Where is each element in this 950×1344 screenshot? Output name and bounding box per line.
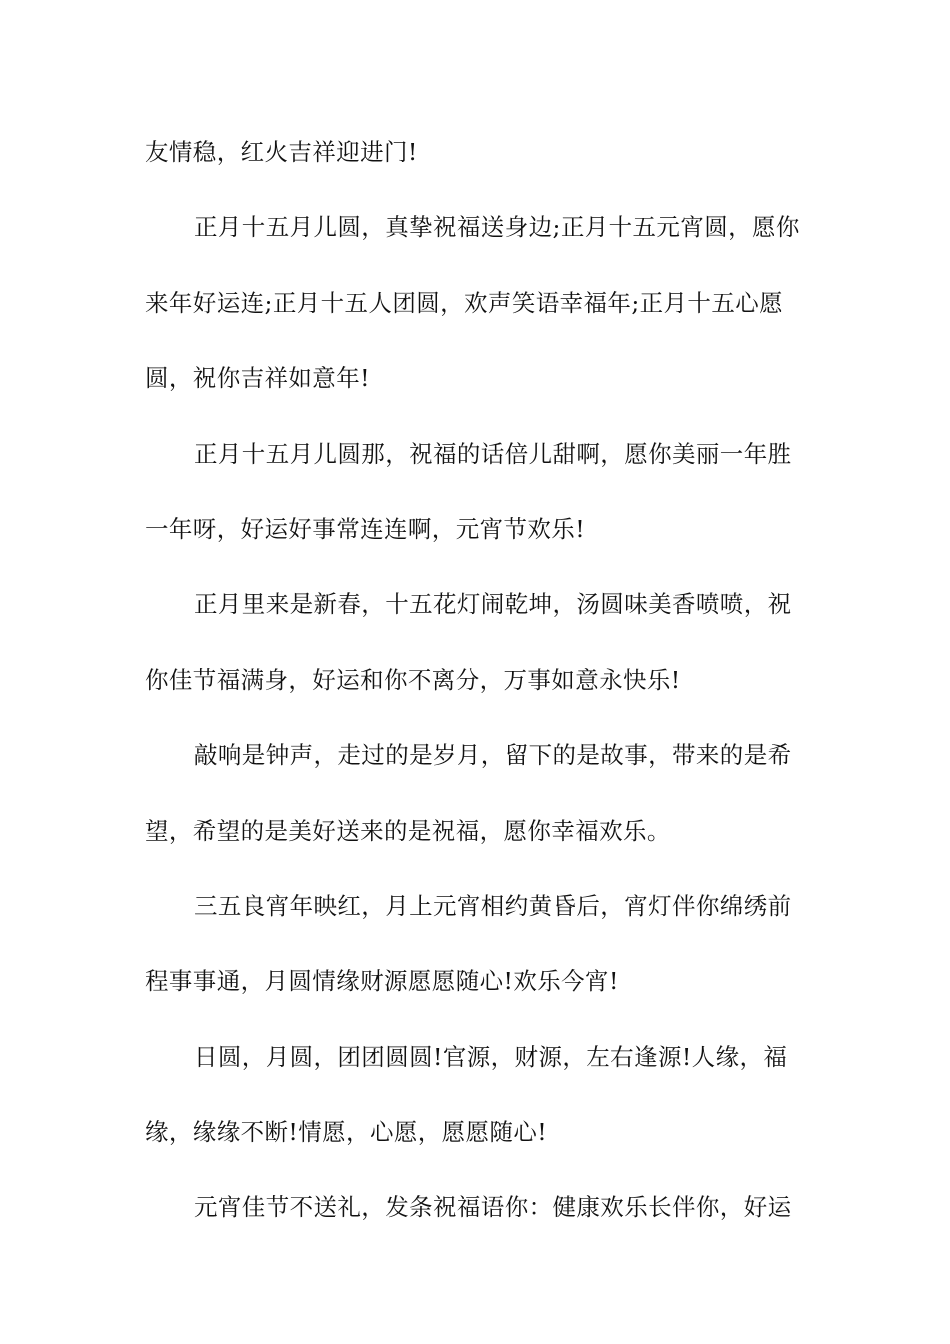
paragraph-start-line: 正月十五月儿圆那，祝福的话倍儿甜啊，愿你美丽一年胜 xyxy=(194,439,792,468)
paragraph-start-line: 元宵佳节不送礼，发条祝福语你：健康欢乐长伴你，好运 xyxy=(194,1193,792,1222)
paragraph-start-line: 正月十五月儿圆，真挚祝福送身边;正月十五元宵圆，愿你 xyxy=(194,213,800,242)
document-body xyxy=(145,124,813,1255)
text-line: 你佳节福满身，好运和你不离分，万事如意永快乐! xyxy=(145,665,681,694)
text-line: 圆，祝你吉祥如意年! xyxy=(145,364,370,393)
paragraph-start-line: 敲响是钟声，走过的是岁月，留下的是故事，带来的是希 xyxy=(194,741,792,770)
text-line: 一年呀，好运好事常连连啊，元宵节欢乐! xyxy=(145,514,586,543)
paragraph-start-line: 三五良宵年映红，月上元宵相约黄昏后，宵灯伴你绵绣前 xyxy=(194,891,792,920)
text-line: 望，希望的是美好送来的是祝福，愿你幸福欢乐。 xyxy=(145,816,671,845)
paragraph-start-line: 正月里来是新春，十五花灯闹乾坤，汤圆味美香喷喷，祝 xyxy=(194,590,792,619)
text-line: 来年好运连;正月十五人团圆，欢声笑语幸福年;正月十五心愿 xyxy=(145,288,784,317)
text-line: 缘，缘缘不断!情愿，心愿，愿愿随心! xyxy=(145,1118,548,1147)
paragraph-start-line: 日圆，月圆，团团圆圆!官源，财源，左右逢源!人缘，福 xyxy=(194,1042,788,1071)
text-line: 程事事通，月圆情缘财源愿愿随心!欢乐今宵! xyxy=(145,967,619,996)
text-line: 友情稳，红火吉祥迎进门! xyxy=(145,138,418,166)
